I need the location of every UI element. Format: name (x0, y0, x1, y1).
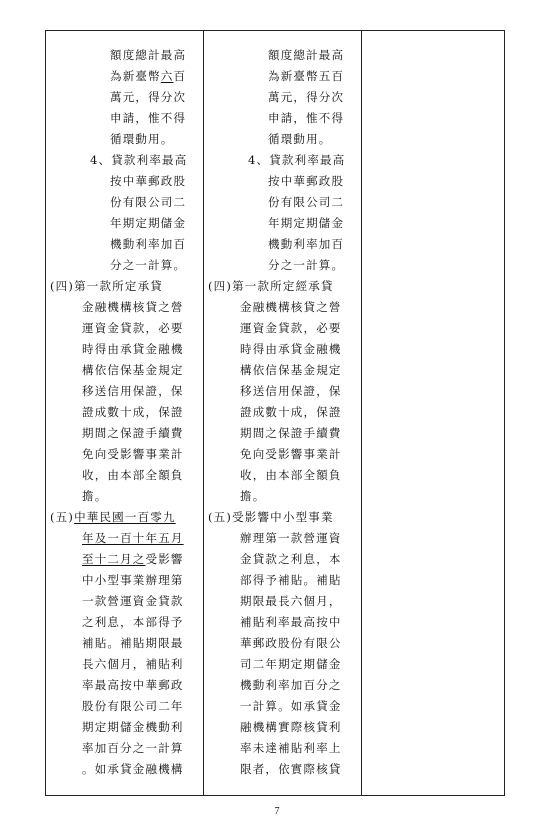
text-line: 4、貸款利率最高 (248, 153, 346, 167)
text-line: 率未達補貼利率上 (240, 741, 342, 755)
amendment-underline: 中華民國一百零九 (74, 510, 176, 524)
text-line: 為新臺幣六百 (110, 69, 187, 83)
text-line: 限者，依實際核貸 (240, 762, 342, 776)
text-line: 萬元，得分次 (110, 90, 187, 104)
text-line: 華郵政股份有限公 (240, 636, 342, 650)
text-line: 時得由承貸金融機 (240, 342, 342, 356)
text-line: 部得予補貼。補貼 (240, 573, 342, 587)
text-line: 為新臺幣五百 (268, 69, 345, 83)
text-line: 申請，惟不得 (110, 111, 187, 125)
notes-column (362, 31, 504, 795)
text-line: 收，由本部全額負 (240, 468, 342, 482)
text-line: 按中華郵政股 (110, 174, 187, 188)
text-line: 運資金貸款，必要 (240, 321, 342, 335)
text-line: 機動利率加百 (268, 237, 345, 251)
text-line: 免向受影響事業計 (240, 447, 342, 461)
text-line: 至十二月之受影響 (82, 552, 184, 566)
text-line: 4、貸款利率最高 (90, 153, 188, 167)
text-line: 申請，惟不得 (268, 111, 345, 125)
text-line: 移送信用保證，保 (240, 384, 342, 398)
text-line: 機動利率加百分之 (240, 678, 342, 692)
text-line: 機動利率加百 (110, 237, 187, 251)
text-line: 份有限公司二 (268, 195, 345, 209)
text-line: 補貼。補貼期限最 (82, 636, 184, 650)
amendment-underline (62, 789, 69, 790)
text-line: 收，由本部全額負 (82, 468, 184, 482)
text-line: 循環動用。 (110, 132, 174, 146)
text-line: 擔。 (82, 489, 108, 503)
text-line: (五)中華民國一百零九 (50, 510, 176, 524)
text-line: 金融機構核貸之營 (240, 300, 342, 314)
text-line: 率最高按中華郵政 (82, 678, 184, 692)
text-line: 年期定期儲金 (110, 216, 187, 230)
text-line: 。如承貸金融機構 (82, 762, 184, 776)
text-line: 時得由承貸金融機 (82, 342, 184, 356)
text-line: 補貼利率最高按中 (240, 615, 342, 629)
text-line: 期限最長六個月， (240, 594, 342, 608)
text-line: 金融機構核貸之營 (82, 300, 184, 314)
text-line: (五)受影響中小型事業 (208, 510, 334, 524)
text-line: 金貸款之利息，本 (240, 552, 342, 566)
amendment-underline (91, 792, 100, 793)
text-line: 一計算。如承貸金 (240, 699, 342, 713)
text-line: 擔。 (240, 489, 266, 503)
text-line: 長六個月，補貼利 (82, 657, 184, 671)
text-line: 分之一計算。 (268, 258, 345, 272)
left-column (46, 31, 204, 795)
text-line: 股份有限公司二年 (82, 699, 184, 713)
text-line: 中小型事業辦理第 (82, 573, 184, 587)
middle-column (204, 31, 362, 795)
text-line: 之利息，本部得予 (82, 615, 184, 629)
text-line: 份有限公司二 (110, 195, 187, 209)
text-line: 構依信保基金規定 (82, 363, 184, 377)
text-line: 證成數十成，保證 (82, 405, 184, 419)
amendment-underline: 年及一百十年五月 (82, 531, 184, 545)
text-line: 構依信保基金規定 (240, 363, 342, 377)
text-line (82, 528, 184, 549)
text-line: 分之一計算。 (110, 258, 187, 272)
amendment-underline: 六 (160, 69, 174, 83)
text-line: 證成數十成，保證 (240, 405, 342, 419)
text-line: 額度總計最高 (110, 48, 187, 62)
text-line: 按中華郵政股 (268, 174, 345, 188)
text-line: 融機構實際核貸利 (240, 720, 342, 734)
text-line: 一款營運資金貸款 (82, 594, 184, 608)
amendment-underline: 至十二月之 (82, 552, 146, 566)
text-line: 循環動用。 (268, 132, 332, 146)
text-line: 期定期儲金機動利 (82, 720, 184, 734)
text-line: 期間之保證手續費 (82, 426, 184, 440)
page-number: 7 (274, 806, 280, 817)
text-line: 司二年期定期儲金 (240, 657, 342, 671)
text-line: (四)第一款所定經承貸 (208, 279, 334, 293)
comparison-table (45, 30, 505, 796)
text-line: (四)第一款所定承貸 (50, 279, 163, 293)
text-line: 辦理第一款營運資 (240, 531, 342, 545)
text-line: 率加百分之一計算 (82, 741, 184, 755)
text-line: 年期定期儲金 (268, 216, 345, 230)
text-line: 運資金貸款，必要 (82, 321, 184, 335)
text-line: 額度總計最高 (268, 48, 345, 62)
text-line: 移送信用保證，保 (82, 384, 184, 398)
text-line: 期間之保證手續費 (240, 426, 342, 440)
text-line: 免向受影響事業計 (82, 447, 184, 461)
text-line: 萬元，得分次 (268, 90, 345, 104)
